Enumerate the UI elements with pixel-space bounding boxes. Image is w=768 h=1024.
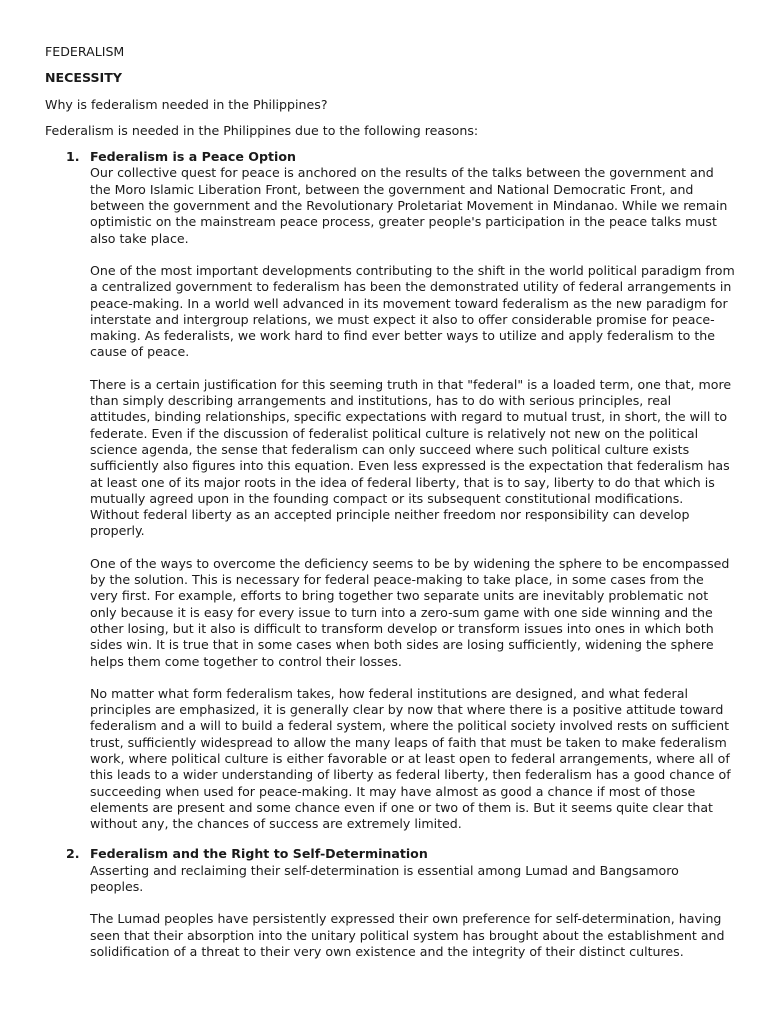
reasons-list — [45, 149, 735, 960]
paragraph: There is a certain justification for this seeming truth in that "federal" is a loaded term, one that, more than simply describing arrangements and institutions, has to do with serious principles, real attitudes, binding relationships, specific expectations with regard to mutual trust, in short, the will to federate. Even if the discussion of federalist political culture is relatively not new on the political science agenda, the sense that federalism can only succeed where such political culture exists sufficiently also figures into this equation. Even less expressed is the expectation that federalism has at least one of its major roots in the idea of federal liberty, that is to say, liberty to do that which is mutually agreed upon in the founding compact or its subsequent constitutional modifications. Without federal liberty as an accepted principle neither freedom nor responsibility can develop properly. — [90, 376, 732, 539]
paragraph: Asserting and reclaiming their self-determination is essential among Lumad and Bangsamoro peoples. — [90, 862, 679, 895]
reason-item — [45, 149, 735, 832]
reason-title: Federalism and the Right to Self-Determination — [90, 846, 428, 862]
reason-number: 2. — [66, 846, 80, 862]
paragraph: One of the ways to overcome the deficiency seems to be by widening the sphere to be encompassed by the solution. This is necessary for federal peace-making to take place, in some cases from the very first. For example, efforts to bring together two separate units are inevitably problematic not only because it is easy for every issue to turn into a zero-sum game with one side winning and the other losing, but it also is difficult to transform develop or transform issues into ones in which both sides win. It is true that in some cases when both sides are losing sufficiently, widening the sphere helps them come together to control their losses. — [90, 555, 730, 669]
reason-number: 1. — [66, 149, 80, 165]
paragraph: One of the most important developments contributing to the shift in the world political paradigm from a centralized government to federalism has been the demonstrated utility of federal arrangements in peace-making. In a world well advanced in its movement toward federalism as the new paradigm for interstate and intergroup relations, we must expect it also to offer considerable promise for peace-making. As federalists, we work hard to find ever better ways to utilize and apply federalism to the cause of peace. — [90, 262, 735, 360]
document-title: FEDERALISM — [45, 44, 125, 59]
question-text: Why is federalism needed in the Philippines? — [45, 96, 328, 112]
reason-item — [45, 846, 735, 960]
paragraph: The Lumad peoples have persistently expressed their own preference for self-determination, having seen that their absorption into the unitary political system has brought about the establishment and solidification of a threat to their very own existence and the integrity of their distinct cultures. — [90, 911, 725, 959]
document-page — [45, 44, 735, 974]
reason-title: Federalism is a Peace Option — [90, 149, 296, 165]
paragraph: No matter what form federalism takes, how federal institutions are designed, and what federal principles are emphasized, it is generally clear by now that where there is a positive attitude toward federalism and a will to build a federal system, where the political society involved rests on sufficient trust, sufficiently widespread to allow the many leaps of faith that must be taken to make federalism work, where political culture is either favorable or at least open to federal arrangements, where all of this leads to a wider understanding of liberty as federal liberty, then federalism has a good chance of succeeding when used for peace-making. It may have almost as good a chance if most of those elements are present and some chance even if one or two of them is. But it seems quite clear that without any, the chances of success are extremely limited. — [90, 685, 731, 832]
paragraph: Our collective quest for peace is anchored on the results of the talks between the government and the Moro Islamic Liberation Front, between the government and National Democratic Front, and between the government and the Revolutionary Proletariat Movement in Mindanao. While we remain optimistic on the mainstream peace process, greater people's participation in the peace talks must also take place. — [90, 165, 728, 246]
intro-text: Federalism is needed in the Philippines due to the following reasons: — [45, 122, 479, 138]
section-heading: NECESSITY — [45, 70, 122, 86]
